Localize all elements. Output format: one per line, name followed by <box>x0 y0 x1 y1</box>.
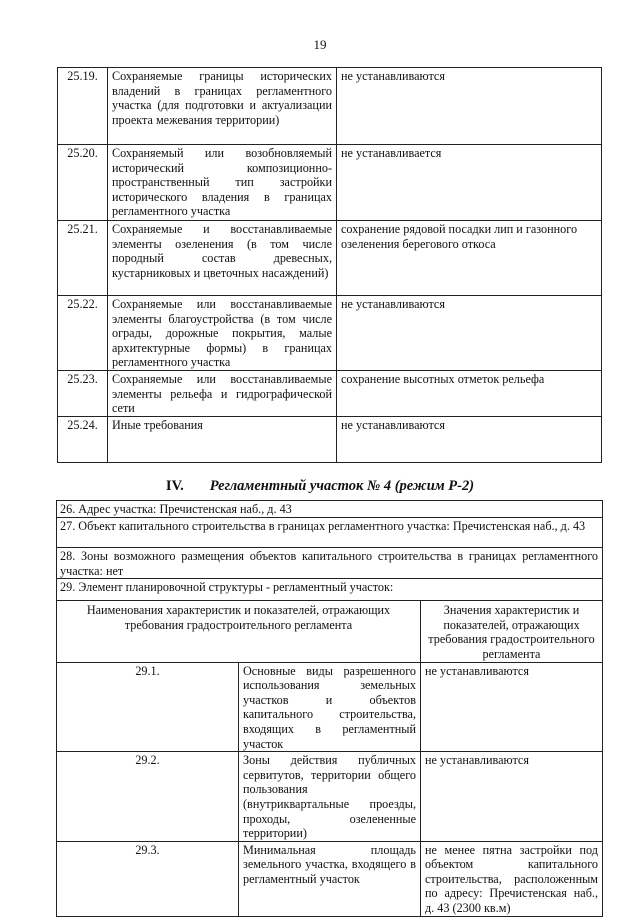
table-row <box>57 518 603 548</box>
row-characteristic: Иные требования <box>108 416 337 462</box>
row-characteristic: Сохраняемый или возобновляемый исторический композиционно-пространственный тип застройки исторического владения в границах регламентного участка <box>108 145 337 221</box>
row-characteristic: Минимальная площадь земельного участка, входящего в регламентный участок <box>239 841 421 916</box>
row-value: сохранение высотных отметок рельефа <box>337 370 602 416</box>
row-characteristic: Сохраняемые и восстанавливаемые элементы озеленения (в том числе породный состав древесных, кустарниковых и цветочных насаждений) <box>108 221 337 296</box>
table-row <box>57 579 603 601</box>
planning-structure-element: 29. Элемент планировочной структуры - регламентный участок: <box>57 579 603 601</box>
row-number: 29.2. <box>57 752 239 842</box>
row-characteristic: Сохраняемые или восстанавливаемые элементы рельефа и гидрографической сети <box>108 370 337 416</box>
row-value: не устанавливаются <box>337 68 602 145</box>
table-row <box>58 145 602 221</box>
row-characteristic: Сохраняемые или восстанавливаемые элементы благоустройства (в том числе ограды, дорожные покрытия, малые архитектурные формы) в границах регламентного участка <box>108 296 337 371</box>
row-number: 25.21. <box>58 221 108 296</box>
table-row <box>58 370 602 416</box>
column-header-characteristics: Наименования характеристик и показателей, отражающих требования градостроительного регламента <box>57 601 421 662</box>
table-row <box>58 221 602 296</box>
row-number: 25.19. <box>58 68 108 145</box>
regulation-table-plot-4 <box>56 500 603 917</box>
table-row <box>57 662 603 752</box>
table-row <box>57 548 603 579</box>
row-characteristic: Основные виды разрешенного использования земельных участков и объектов капитального строительства, входящих в регламентный участок <box>239 662 421 752</box>
row-value: не устанавливаются <box>337 296 602 371</box>
page-number: 19 <box>313 37 327 52</box>
table-row <box>58 68 602 145</box>
table-row <box>58 416 602 462</box>
row-value: не устанавливается <box>337 145 602 221</box>
row-value: сохранение рядовой посадки лип и газонного озеленения берегового откоса <box>337 221 602 296</box>
section-roman-numeral: IV. <box>165 478 184 494</box>
row-number: 25.23. <box>58 370 108 416</box>
table-row <box>57 501 603 518</box>
row-value: не устанавливаются <box>421 752 603 842</box>
regulation-table-25 <box>57 67 602 463</box>
row-number: 29.1. <box>57 662 239 752</box>
table-row <box>57 752 603 842</box>
row-value: не устанавливаются <box>421 662 603 752</box>
placement-zones: 28. Зоны возможного размещения объектов капитального строительства в границах регламентного участка: нет <box>57 548 603 579</box>
table-row <box>58 296 602 371</box>
table-header-row <box>57 601 603 662</box>
row-number: 29.3. <box>57 841 239 916</box>
row-number: 25.24. <box>58 416 108 462</box>
row-value: не менее пятна застройки под объектом капитального строительства, расположенным по адресу: Пречистенская наб., д. 43 (2300 кв.м) <box>421 841 603 916</box>
row-characteristic: Сохраняемые границы исторических владений в границах регламентного участка (для подготовки и актуализации проекта межевания территории) <box>108 68 337 145</box>
section-title: Регламентный участок № 4 (режим Р-2) <box>209 478 475 494</box>
capital-construction-object: 27. Объект капитального строительства в границах регламентного участка: Пречистенская наб., д. 43 <box>57 518 603 548</box>
row-characteristic: Зоны действия публичных сервитутов, территории общего пользования (внутриквартальные проезды, проходы, озелененные территории) <box>239 752 421 842</box>
column-header-values: Значения характеристик и показателей, отражающих требования градостроительного регламента <box>421 601 603 662</box>
section-heading <box>0 479 640 494</box>
row-number: 25.22. <box>58 296 108 371</box>
row-number: 25.20. <box>58 145 108 221</box>
row-value: не устанавливаются <box>337 416 602 462</box>
plot-address: 26. Адрес участка: Пречистенская наб., д. 43 <box>57 501 603 518</box>
